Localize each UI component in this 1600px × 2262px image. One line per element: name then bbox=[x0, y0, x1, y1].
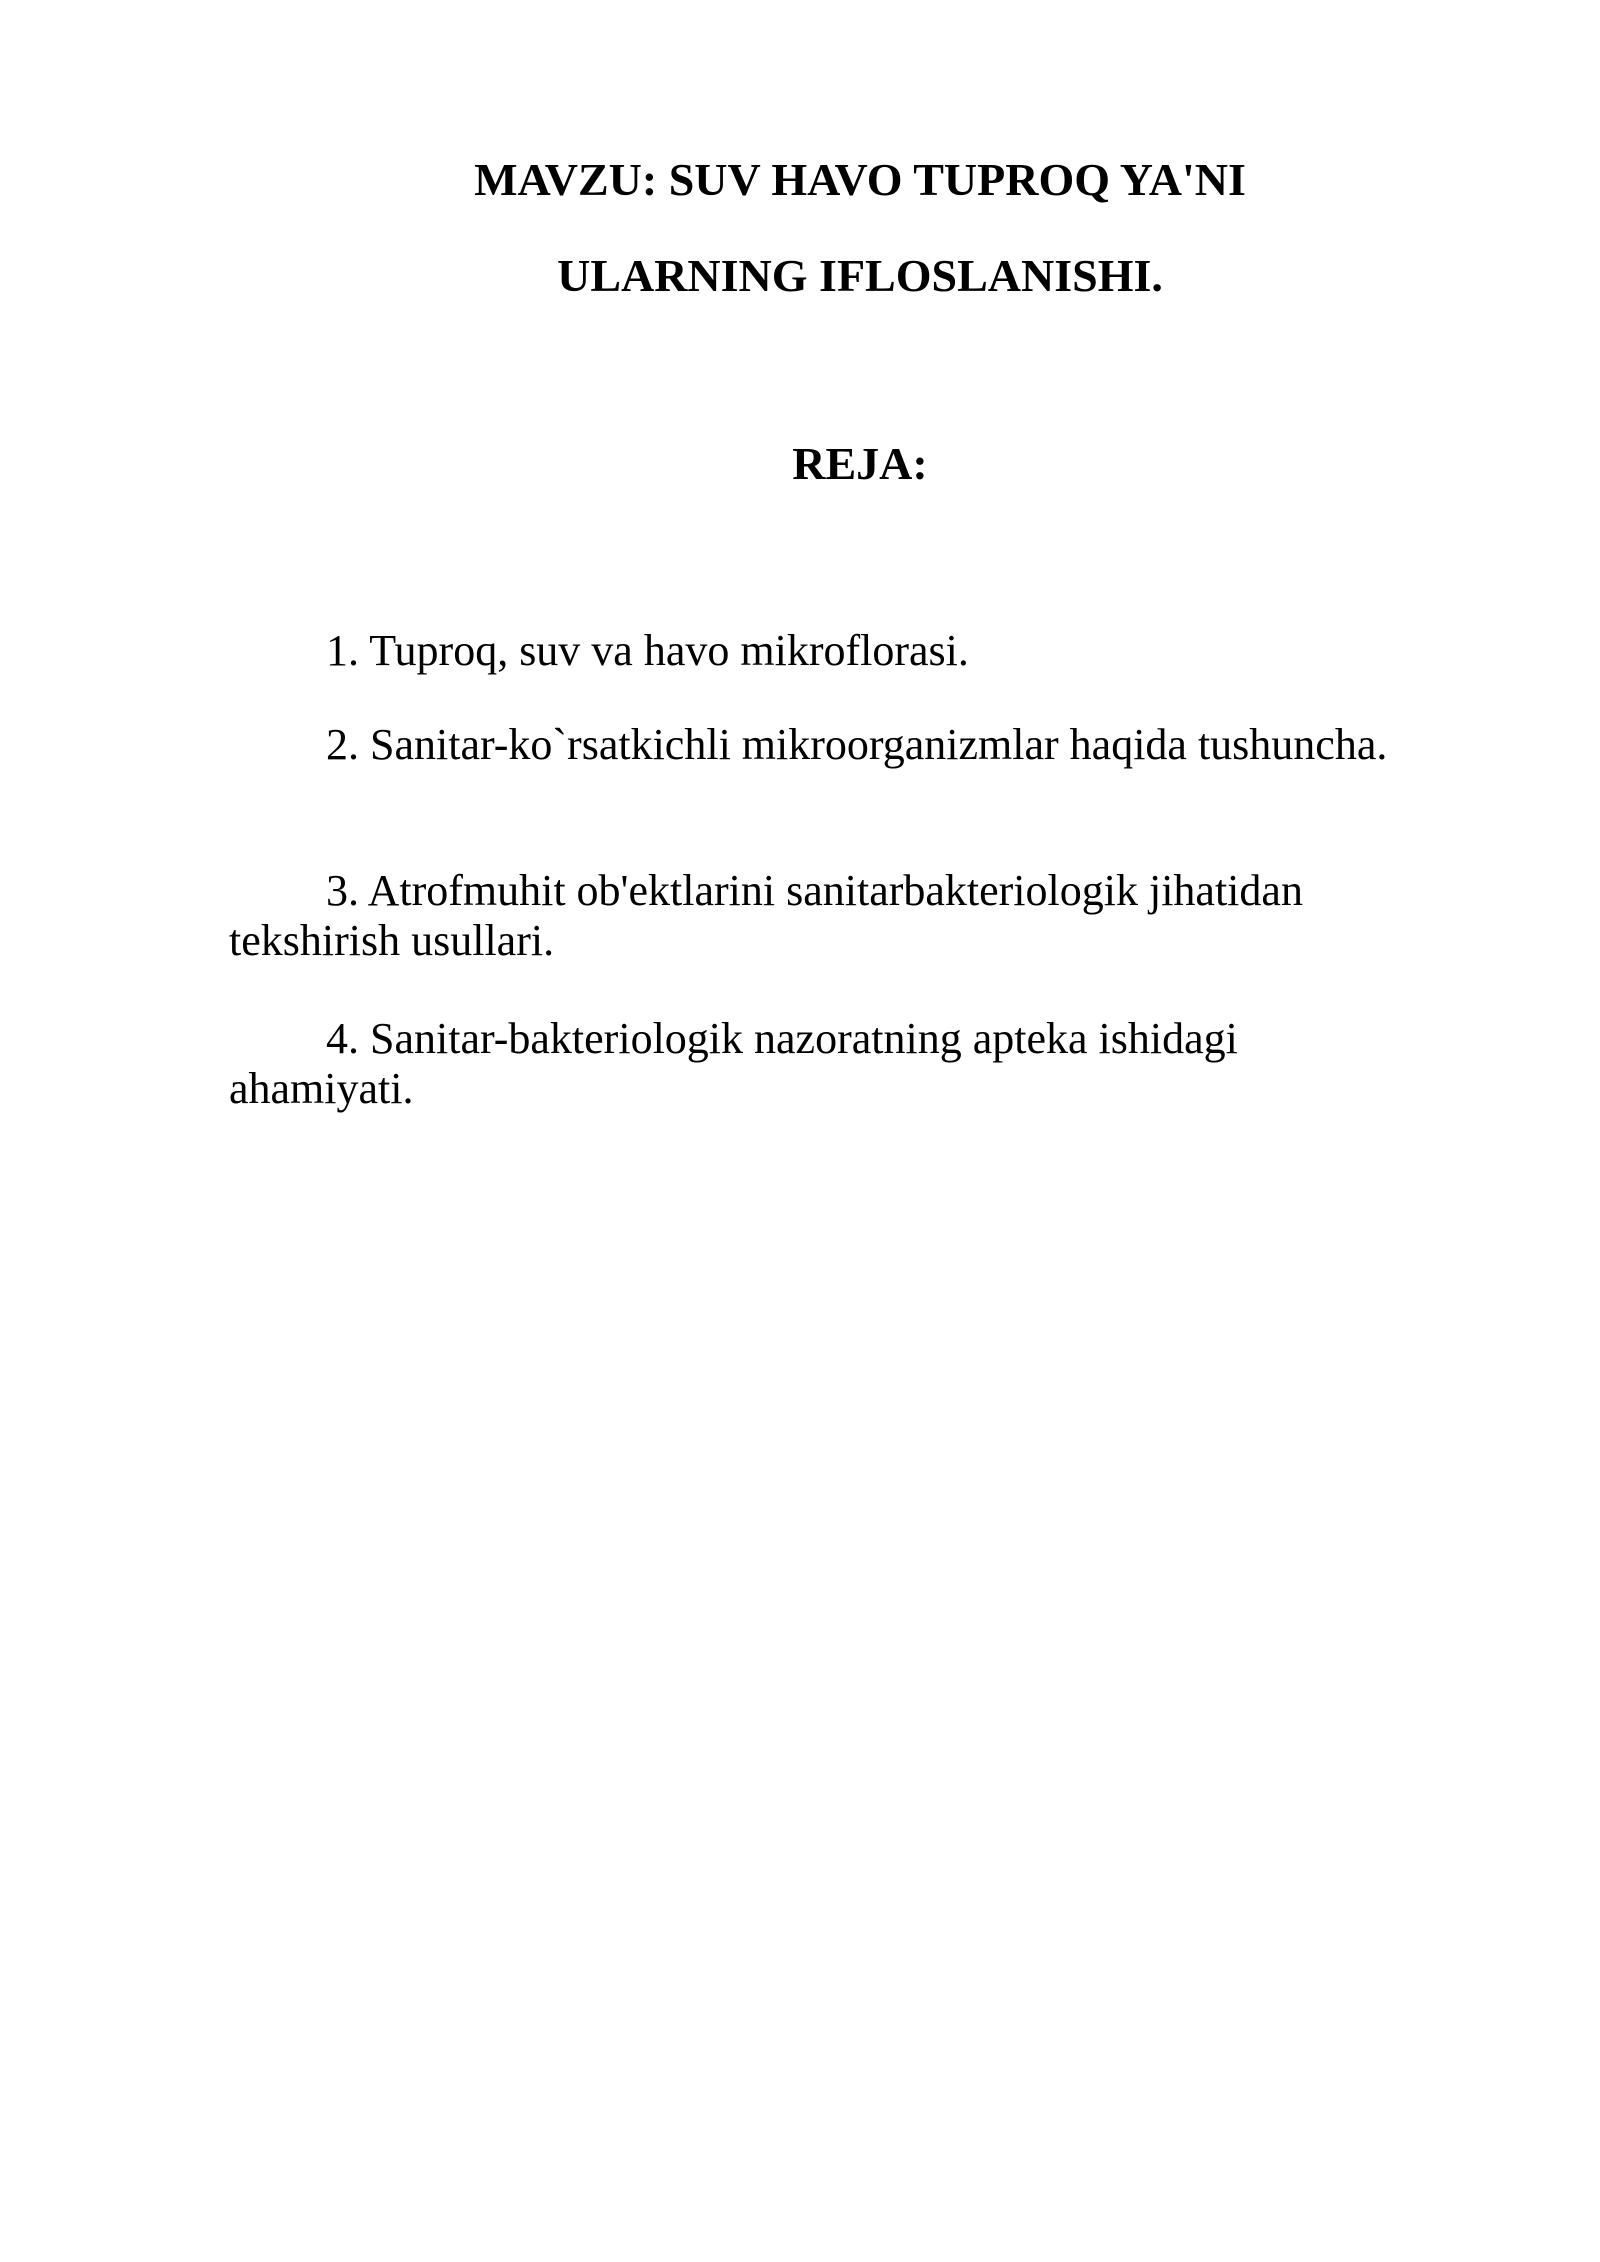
plan-heading: REJA: bbox=[792, 438, 928, 489]
plan-item-3: 3. Atrofmuhit ob'ektlarini sanitarbakteriologik jihatidan tekshirish usullari. bbox=[229, 866, 1303, 965]
plan-item-1: 1. Tuproq, suv va havo mikroflorasi. bbox=[326, 626, 969, 675]
plan-item-4: 4. Sanitar-bakteriologik nazoratning apteka ishidagi ahamiyati. bbox=[229, 1014, 1238, 1113]
plan-item-2: 2. Sanitar-ko`rsatkichli mikroorganizmlar haqida tushuncha. bbox=[326, 720, 1388, 769]
document-title-line-1: MAVZU: SUV HAVO TUPROQ YA'NI bbox=[474, 154, 1246, 205]
document-title-line-2: ULARNING IFLOSLANISHI. bbox=[557, 250, 1163, 301]
